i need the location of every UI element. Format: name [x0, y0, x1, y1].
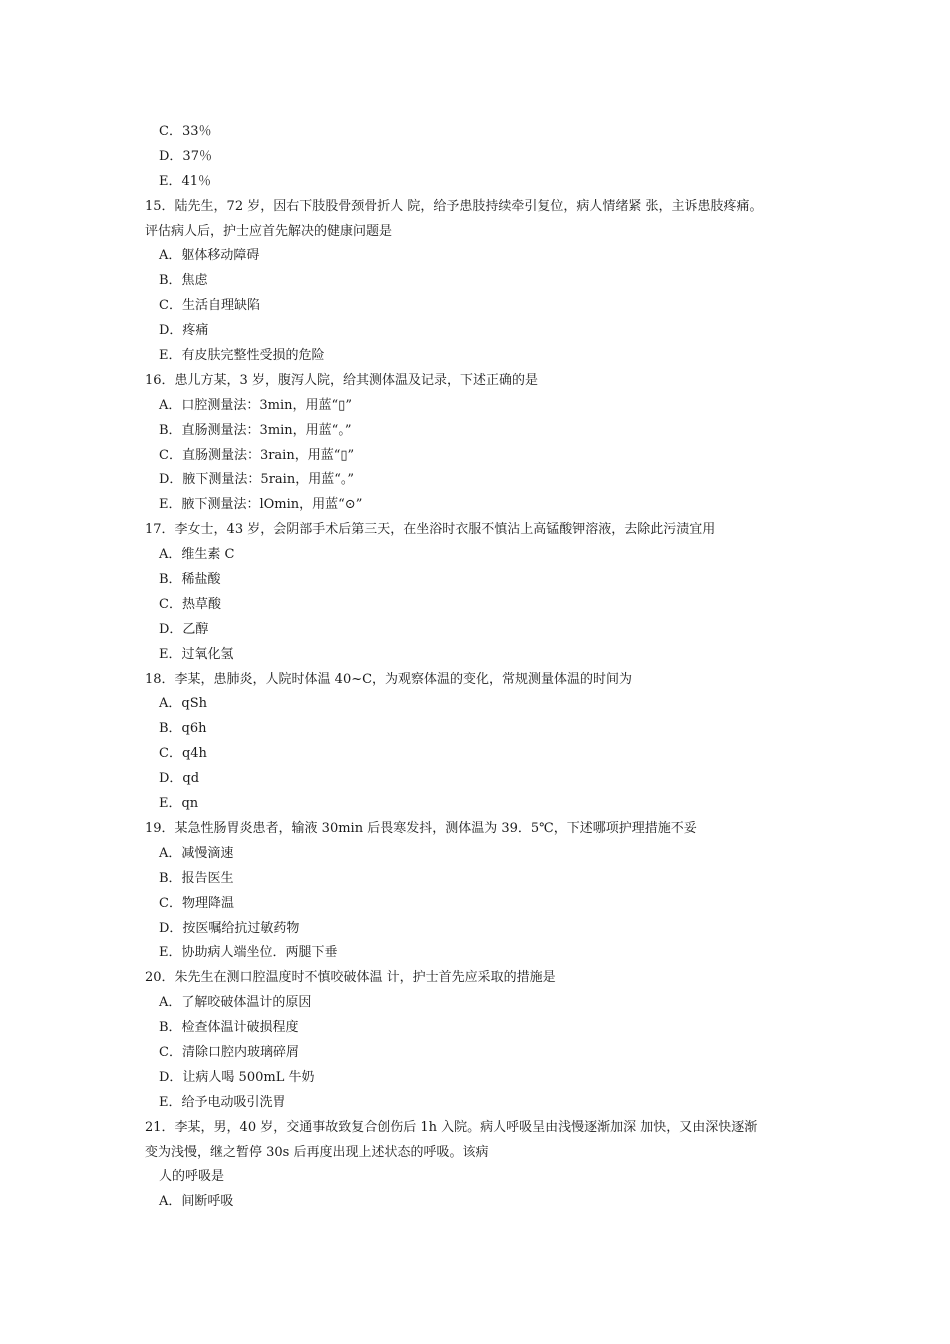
option-line: D．37％: [159, 148, 212, 164]
question-21-stem: 21．李某，男，40 岁，交通事故致复合创伤后 1h 入院。病人呼吸呈由浅慢逐渐加深 加快，又由深快逐渐: [145, 1119, 758, 1135]
option-line: C．生活自理缺陷: [159, 298, 260, 314]
option-line: A．躯体移动障碍: [159, 248, 260, 264]
option-line: E．41％: [159, 173, 212, 189]
option-line: A．维生素 C: [159, 547, 235, 563]
option-line: D．按医嘱给抗过敏药物: [159, 920, 300, 936]
option-line: D．让病人喝 500mL 牛奶: [159, 1069, 315, 1085]
option-line: E．协助病人端坐位．两腿下垂: [159, 945, 338, 961]
question-list: [145, 120, 815, 1215]
question-15-stem-continued: 评估病人后，护士应首先解决的健康问题是: [145, 223, 393, 239]
question-21-stem-continued: 人的呼吸是: [159, 1169, 225, 1185]
option-line: C．清除口腔内玻璃碎屑: [159, 1044, 299, 1060]
option-line: C．33％: [159, 124, 212, 139]
option-line: D．qd: [159, 771, 200, 787]
option-line: A．qSh: [159, 696, 207, 712]
option-line: D．乙醇: [159, 621, 209, 637]
option-line: E．qn: [159, 796, 199, 812]
option-line: B．稀盐酸: [159, 572, 221, 588]
option-line: E．给予电动吸引洗胃: [159, 1094, 286, 1110]
option-line: C．q4h: [159, 746, 207, 762]
option-line: B．检查体温计破损程度: [159, 1020, 299, 1036]
option-line: E．有皮肤完整性受损的危险: [159, 348, 325, 364]
option-line: B．焦虑: [159, 273, 208, 289]
question-17-stem: 17．李女士，43 岁，会阴部手术后第三天，在坐浴时衣服不慎沾上高锰酸钾溶液，去除此污渍宜用: [145, 522, 716, 538]
option-line: B．报告医生: [159, 870, 234, 886]
option-line: D．腋下测量法：5rain，用蓝“。”: [159, 472, 354, 488]
option-line: E．腋下测量法：lOmin，用蓝“⊙”: [159, 497, 363, 513]
question-19-stem: 19．某急性肠胃炎患者，输液 30min 后畏寒发抖，测体温为 39．5℃，下述哪项护理措施不妥: [145, 820, 697, 836]
option-line: D．疼痛: [159, 323, 209, 339]
option-line: C．物理降温: [159, 895, 234, 911]
option-line: E．过氧化氢: [159, 646, 234, 662]
option-line: A．减慢滴速: [159, 845, 234, 861]
option-line: A．口腔测量法：3min，用蓝“▯”: [159, 397, 352, 413]
option-line: C．热草酸: [159, 596, 221, 612]
question-15-stem: 15．陆先生，72 岁，因右下肢股骨颈骨折人 院，给予患肢持续牵引复位，病人情绪紧 张，主诉患肢疼痛。: [145, 198, 763, 214]
option-line: A．了解咬破体温计的原因: [159, 995, 312, 1011]
option-line: A．间断呼吸: [159, 1194, 234, 1210]
option-line: B．直肠测量法：3min，用蓝“。”: [159, 422, 352, 438]
question-18-stem: 18．李某，患肺炎，人院时体温 40~C，为观察体温的变化，常规测量体温的时间为: [145, 671, 633, 687]
question-21-stem-continued: 变为浅慢，继之暂停 30s 后再度出现上述状态的呼吸。该病: [145, 1144, 489, 1160]
option-line: C．直肠测量法：3rain，用蓝“▯”: [159, 447, 355, 463]
question-20-stem: 20．朱先生在测口腔温度时不慎咬破体温 计，护士首先应采取的措施是: [145, 970, 556, 986]
question-16-stem: 16．患儿方某，3 岁，腹泻人院，给其测体温及记录，下述正确的是: [145, 372, 538, 388]
option-line: B．q6h: [159, 721, 207, 737]
